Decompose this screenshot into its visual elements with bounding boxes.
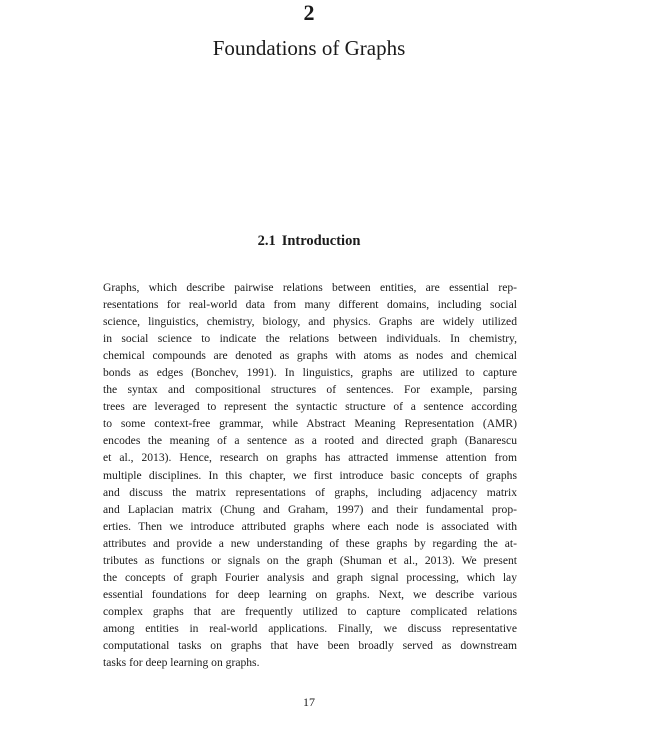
page-number: 17 [303,695,315,709]
chapter-number: 2 [303,0,315,25]
paragraph-line: chemical compounds are denoted as graphs with atoms as nodes and chemical [103,349,517,363]
paragraph-line: multiple disciplines. In this chapter, we first introduce basic concepts of graphs [103,468,517,482]
paragraph-line: bonds as edges (Bonchev, 1991). In linguistics, graphs are utilized to capture [103,366,517,380]
section-heading [0,231,618,251]
paragraph-line: resentations for real-world data from many different domains, including social [103,298,517,312]
chapter-title: Foundations of Graphs [212,36,406,60]
paragraph-line: complex graphs that are frequently utilized to capture complicated relations [103,604,517,618]
paragraph-line: Graphs, which describe pairwise relations between entities, are essential rep- [103,281,517,294]
paragraph-line: tasks for deep learning on graphs. [103,656,260,670]
section-title: Introduction [281,233,361,249]
paragraph-line: erties. Then we introduce attributed graphs where each node is associated with [103,519,517,533]
paragraph-line: among entities in real-world applications. Finally, we discuss representative [103,621,517,635]
paragraph-line: encodes the meaning of a sentence as a rooted and directed graph (Banarescu [103,434,517,448]
paragraph-line: tributes as functions or signals on the graph (Shuman et al., 2013). We present [103,553,517,567]
paragraph-line: science, linguistics, chemistry, biology, and physics. Graphs are widely utilized [103,315,517,329]
paragraph-line: in social science to indicate the relations between individuals. In chemistry, [103,332,517,346]
paragraph-line: et al., 2013). Hence, research on graphs has attracted immense attention from [103,451,517,465]
paragraph-line: trees are leveraged to represent the syntactic structure of a sentence according [103,400,517,414]
section-number: 2.1 [257,233,276,249]
paragraph-line: essential foundations for deep learning on graphs. Next, we describe various [103,587,517,601]
body-paragraph [103,279,517,671]
paragraph-line: computational tasks on graphs that have been broadly served as downstream [103,638,517,652]
paragraph-line: attributes and provide a new understanding of these graphs by regarding the at- [103,536,517,550]
paragraph-line: and Laplacian matrix (Chung and Graham, 1997) and their fundamental prop- [103,502,517,516]
paragraph-line: and discuss the matrix representations of graphs, including adjacency matrix [103,485,517,499]
paragraph-line: the syntax and compositional structures of sentences. For example, parsing [103,383,517,397]
paragraph-line: the concepts of graph Fourier analysis and graph signal processing, which lay [103,570,517,584]
paragraph-line: to some context-free grammar, while Abstract Meaning Representation (AMR) [103,417,517,431]
